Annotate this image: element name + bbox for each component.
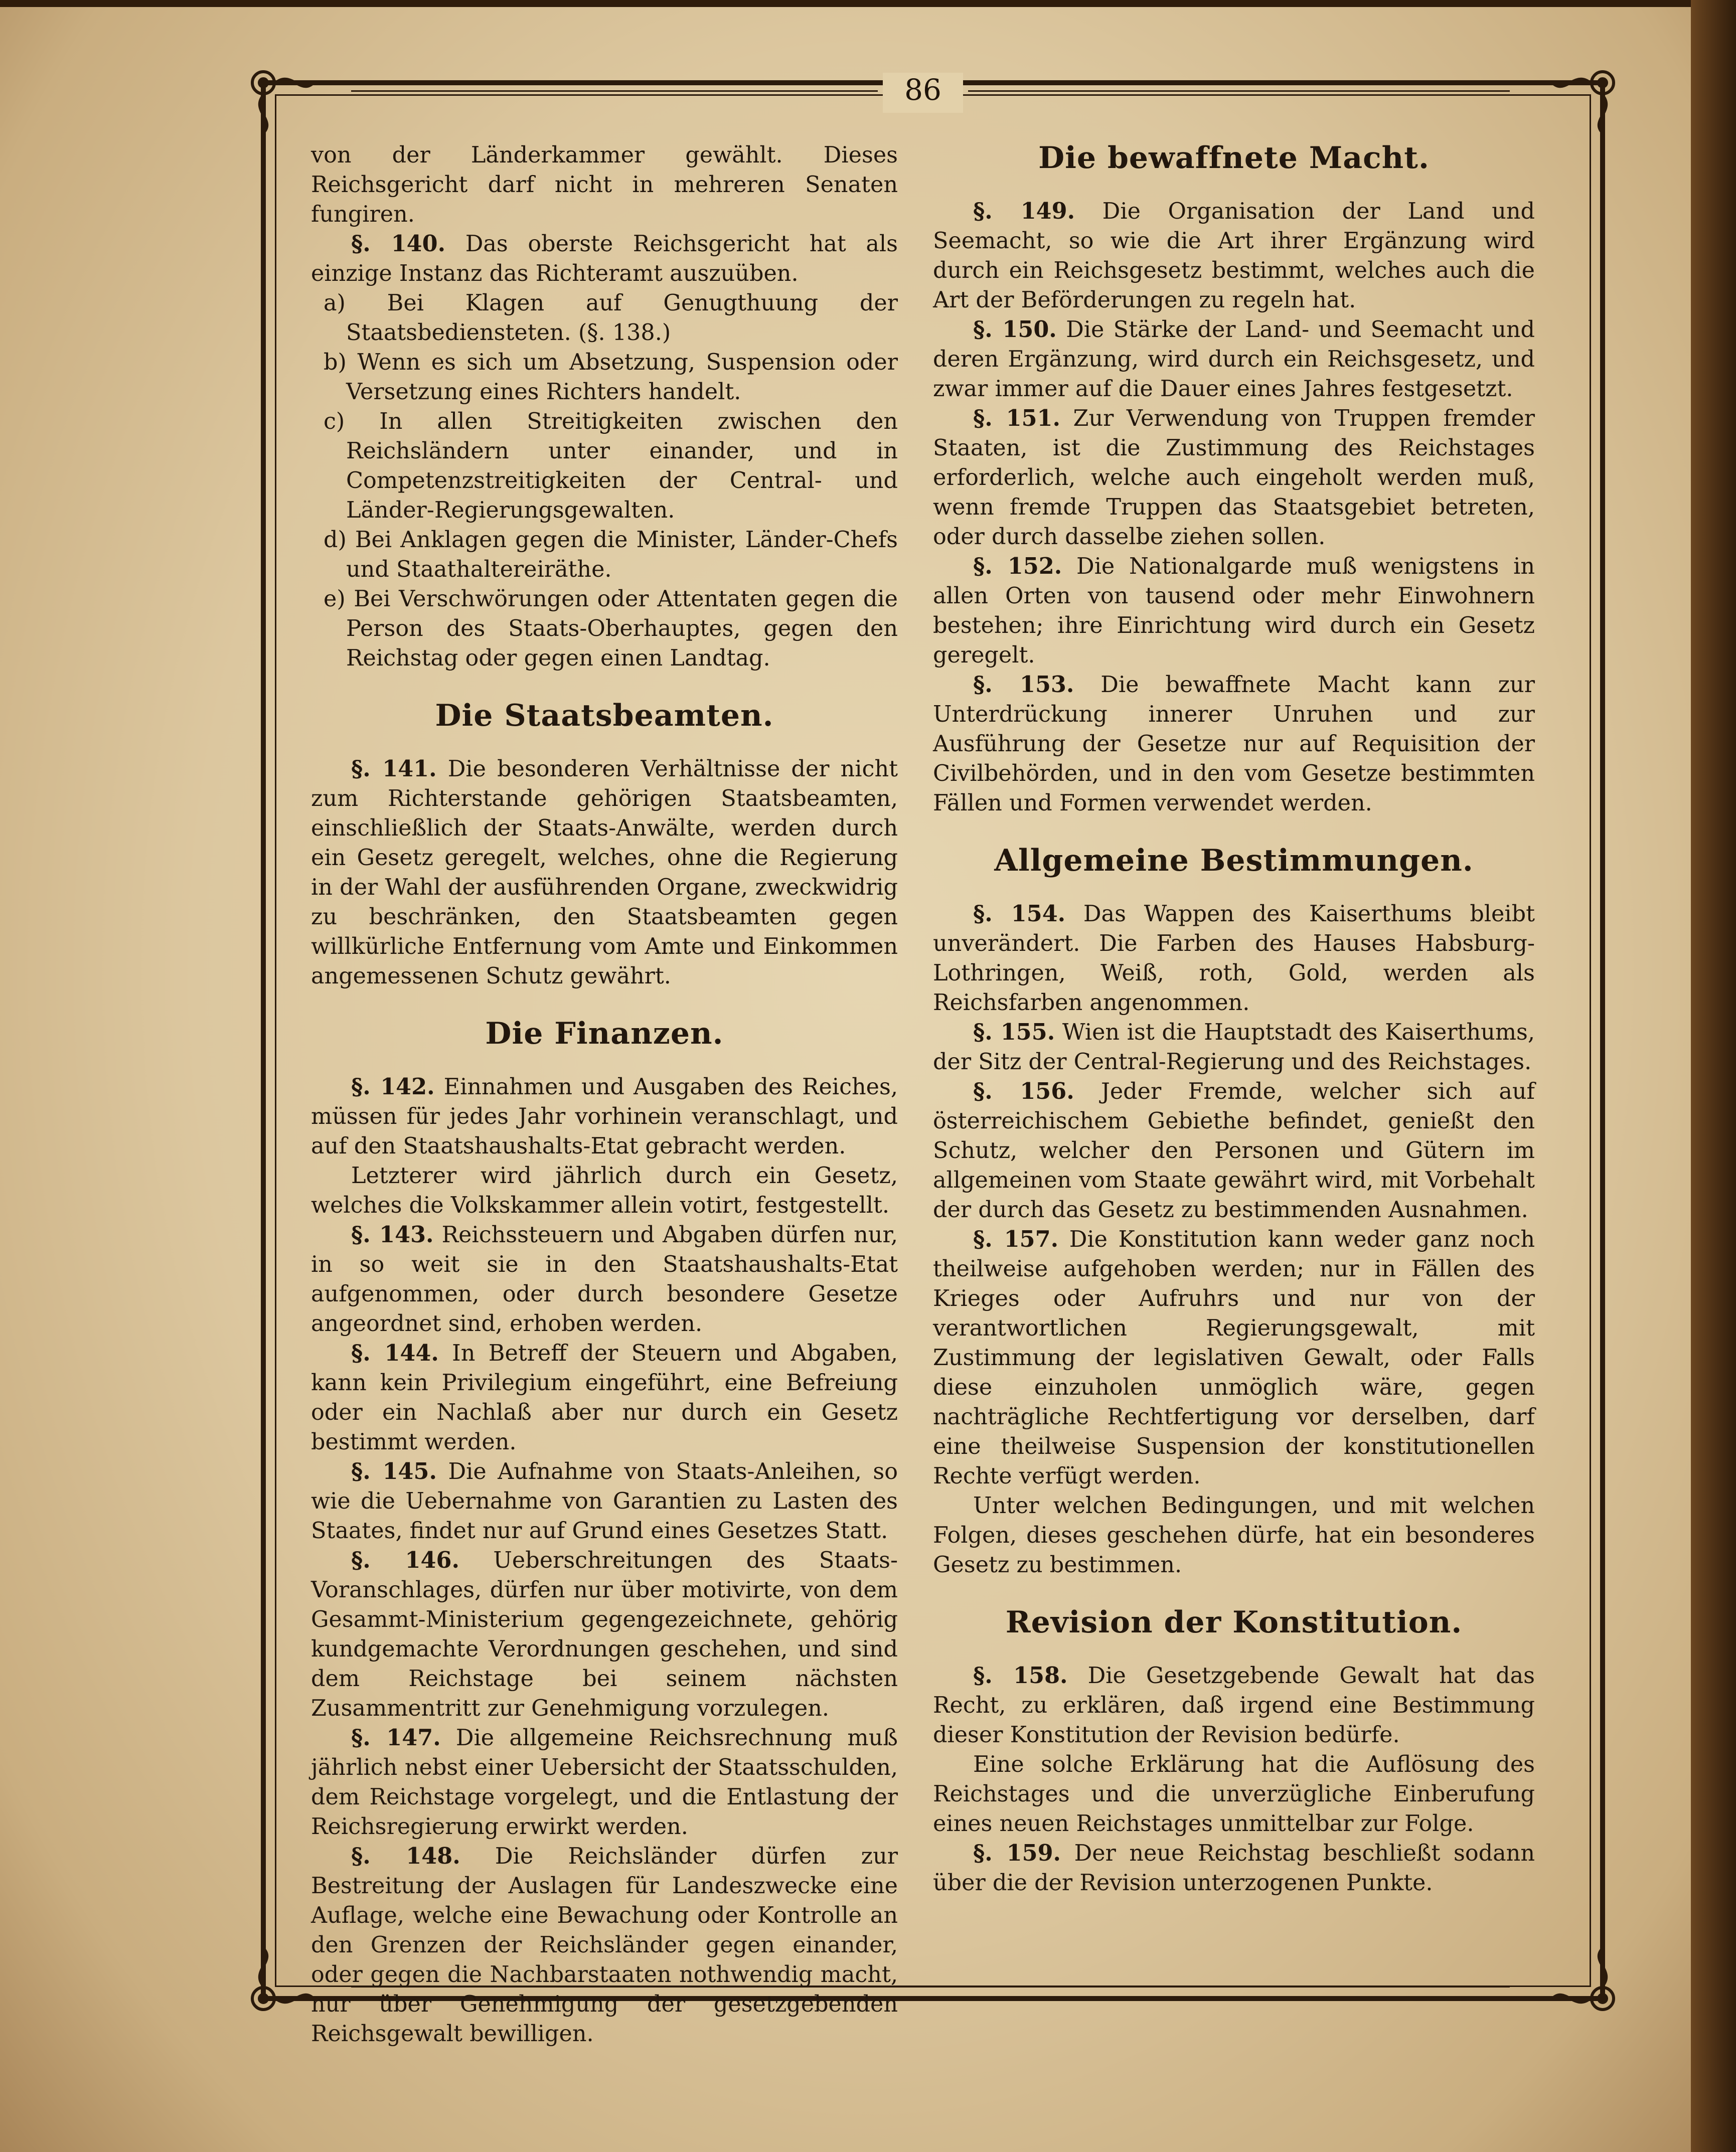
paragraph-text: Unter welchen Bedingungen, und mit welchen Folgen, dieses geschehen dürfe, hat ein besonderes Gesetz zu bestimmen. xyxy=(933,1493,1535,1578)
header-rule-right xyxy=(968,90,1510,92)
paragraph-text: Ueberschreitungen des Staats-Voranschlages, dürfen nur über motivirte, von dem Gesammt-Ministerium gegengezeichnete, gehörig kundgemachte Verordnungen geschehen, und sind dem Reichstage bei seinem nächsten Zusammentritt zur Genehmigung vorzulegen. xyxy=(311,1548,898,1721)
paragraph-text: Einnahmen und Ausgaben des Reiches, müssen für jedes Jahr vorhinein veranschlagt, und auf den Staatshaushalts-Etat gebracht werden. xyxy=(311,1074,898,1159)
paragraph xyxy=(933,1491,1535,1580)
paragraph xyxy=(311,1220,898,1339)
section-number: §. 158. xyxy=(973,1663,1068,1689)
section-heading: Revision der Konstitution. xyxy=(1005,1605,1463,1640)
paragraph-text: Das oberste Reichsgericht hat als einzige Instanz das Richteramt auszuüben. xyxy=(311,231,898,286)
section-number: §. 148. xyxy=(351,1843,460,1869)
paragraph-text: c) In allen Streitigkeiten zwischen den Reichsländern unter einander, und in Competenzstreitigkeiten der Central- und Länder-Regierungsgewalten. xyxy=(324,409,898,523)
paragraph-text: Reichssteuern und Abgaben dürfen nur, in so weit sie in den Staatshaushalts-Etat aufgenommen, oder durch besondere Gesetze angeordnet sind, erhoben werden. xyxy=(311,1222,898,1337)
paragraph-text: Die Gesetzgebende Gewalt hat das Recht, zu erklären, daß irgend eine Bestimmung dieser Konstitution der Revision bedürfe. xyxy=(933,1663,1535,1748)
paragraph-text: b) Wenn es sich um Absetzung, Suspension oder Versetzung eines Richters handelt. xyxy=(324,350,898,405)
paragraph xyxy=(311,1723,898,1842)
list-item xyxy=(311,348,898,407)
paragraph-text: In Betreff der Steuern und Abgaben, kann kein Privilegium eingeführt, eine Befreiung oder ein Nachlaß aber nur durch ein Gesetz bestimmt werden. xyxy=(311,1341,898,1455)
list-item xyxy=(311,525,898,584)
paragraph xyxy=(311,754,898,991)
section-number: §. 154. xyxy=(973,901,1066,927)
paragraph xyxy=(933,552,1535,670)
paragraph xyxy=(311,1457,898,1546)
section-heading: Die Staatsbeamten. xyxy=(435,698,774,733)
paragraph xyxy=(933,197,1535,315)
paragraph xyxy=(933,1661,1535,1750)
paragraph-text: Der neue Reichstag beschließt sodann über die der Revision unterzogenen Punkte. xyxy=(933,1841,1535,1896)
section-number: §. 151. xyxy=(973,405,1061,431)
section-number: §. 146. xyxy=(351,1547,459,1573)
corner-ornament-icon xyxy=(241,60,316,135)
section-number: §. 159. xyxy=(973,1840,1061,1866)
paragraph-text: Die Konstitution kann weder ganz noch theilweise aufgehoben werden; nur in Fällen des Krieges oder Aufruhrs und nur von der verantwortlichen Regierungsgewalt, mit Zustimmung der legislativen Gewalt, oder Falls diese einzuholen unmöglich wäre, gegen nachträgliche Rechtfertigung vor derselben, darf eine theilweise Suspension der konstitutionellen Rechte verfügt werden. xyxy=(933,1227,1535,1489)
paragraph xyxy=(933,670,1535,818)
paragraph xyxy=(933,899,1535,1018)
list-item xyxy=(311,584,898,673)
paragraph xyxy=(933,1839,1535,1898)
paragraph-text: Die Aufnahme von Staats-Anleihen, so wie die Uebernahme von Garantien zu Lasten des Staates, findet nur auf Grund eines Gesetzes Statt. xyxy=(311,1459,898,1544)
paragraph-text: Jeder Fremde, welcher sich auf österreichischem Gebiethe befindet, genießt den Schutz, welcher den Personen und Gütern im allgemeinen vom Staate gewährt wird, mit Vorbehalt der durch das Gesetz zu bestimmenden Ausnahmen. xyxy=(933,1079,1535,1223)
section-number: §. 152. xyxy=(973,553,1062,579)
corner-ornament-icon xyxy=(241,1946,316,2021)
paragraph xyxy=(933,1077,1535,1225)
paragraph-text: Die Stärke der Land- und Seemacht und deren Ergänzung, wird durch ein Reichsgesetz, und zwar immer auf die Dauer eines Jahres festgesetzt. xyxy=(933,317,1535,402)
paragraph xyxy=(311,1072,898,1161)
paragraph xyxy=(311,1546,898,1723)
paragraph xyxy=(311,1842,898,2049)
section-number: §. 141. xyxy=(351,756,437,782)
right-column xyxy=(933,140,1535,1898)
paragraph-text: Das Wappen des Kaiserthums bleibt unverändert. Die Farben des Hauses Habsburg-Lothringen, Weiß, roth, Gold, werden als Reichsfarben angenommen. xyxy=(933,901,1535,1016)
header-rule-left xyxy=(351,90,878,92)
section-number: §. 157. xyxy=(973,1226,1059,1252)
corner-ornament-icon xyxy=(1550,60,1625,135)
list-item xyxy=(311,288,898,348)
section-heading: Allgemeine Bestimmungen. xyxy=(994,843,1474,878)
paragraph xyxy=(311,1339,898,1457)
paragraph-text: Letzterer wird jährlich durch ein Gesetz, welches die Volkskammer allein votirt, festgestellt. xyxy=(311,1163,898,1218)
paragraph-text: e) Bei Verschwörungen oder Attentaten gegen die Person des Staats-Oberhauptes, gegen den Reichstag oder gegen einen Landtag. xyxy=(324,586,898,671)
section-number: §. 144. xyxy=(351,1340,439,1366)
paragraph-text: a) Bei Klagen auf Genugthuung der Staatsbediensteten. (§. 138.) xyxy=(324,290,898,346)
section-number: §. 149. xyxy=(973,198,1075,224)
book-gutter xyxy=(1691,0,1736,2152)
paragraph-text: Die allgemeine Reichsrechnung muß jährlich nebst einer Uebersicht der Staatsschulden, dem Reichstage vorgelegt, und die Entlastung der Reichsregierung erwirkt werden. xyxy=(311,1725,898,1840)
paragraph-text: d) Bei Anklagen gegen die Minister, Länder-Chefs und Staathaltereiräthe. xyxy=(324,527,898,582)
paragraph xyxy=(933,315,1535,404)
paragraph-text: von der Länderkammer gewählt. Dieses Reichsgericht darf nicht in mehreren Senaten fungiren. xyxy=(311,142,898,227)
left-column xyxy=(311,140,898,2049)
list-item xyxy=(311,407,898,525)
paragraph xyxy=(933,1018,1535,1077)
paragraph-text: Die Organisation der Land und Seemacht, so wie die Art ihrer Ergänzung wird durch ein Reichsgesetz bestimmt, welches auch die Art der Beförderungen zu regeln hat. xyxy=(933,199,1535,313)
section-number: §. 156. xyxy=(973,1078,1074,1104)
paragraph-text: Die bewaffnete Macht kann zur Unterdrückung innerer Unruhen und zur Ausführung der Gesetze nur auf Requisition der Civilbehörden, und in den vom Gesetze bestimmten Fällen und Formen verwendet werden. xyxy=(933,672,1535,816)
section-number: §. 143. xyxy=(351,1222,434,1248)
paragraph xyxy=(311,140,898,229)
paragraph-text: Eine solche Erklärung hat die Auflösung des Reichstages und die unverzügliche Einberufung eines neuen Reichstages unmittelbar zur Folge. xyxy=(933,1752,1535,1837)
paragraph xyxy=(933,404,1535,552)
section-number: §. 150. xyxy=(973,316,1057,343)
paragraph-text: Die Reichsländer dürfen zur Bestreitung der Auslagen für Landeszwecke eine Auflage, welche eine Bewachung oder Kontrolle an den Grenzen der Reichsländer gegen einander, oder gegen die Nachbarstaaten nothwendig macht, nur über Genehmigung der gesetzgebenden Reichsgewalt bewilligen. xyxy=(311,1844,898,2047)
section-heading: Die bewaffnete Macht. xyxy=(1038,140,1430,176)
paragraph xyxy=(933,1225,1535,1491)
paragraph-text: Die besonderen Verhältnisse der nicht zum Richterstande gehörigen Staatsbeamten, einschließlich der Staats-Anwälte, werden durch ein Gesetz geregelt, welches, ohne die Regierung in der Wahl der ausführenden Organe, zweckwidrig zu beschränken, den Staatsbeamten gegen willkürliche Entfernung vom Amte und Einkommen angemessenen Schutz gewährt. xyxy=(311,756,898,989)
paragraph-text: Wien ist die Hauptstadt des Kaiserthums, der Sitz der Central-Regierung und des Reichstages. xyxy=(933,1020,1535,1075)
section-number: §. 140. xyxy=(351,231,446,257)
paragraph xyxy=(311,1161,898,1220)
section-heading: Die Finanzen. xyxy=(485,1016,724,1051)
paragraph xyxy=(933,1750,1535,1839)
section-number: §. 147. xyxy=(351,1725,441,1751)
section-number: §. 142. xyxy=(351,1074,435,1100)
scan-edge-top xyxy=(0,0,1736,7)
section-number: §. 153. xyxy=(973,672,1074,698)
paragraph xyxy=(311,229,898,288)
paragraph-text: Zur Verwendung von Truppen fremder Staaten, ist die Zustimmung des Reichstages erforderlich, welche auch eingeholt werden muß, wenn fremde Truppen das Staatsgebiet betreten, oder durch dasselbe ziehen sollen. xyxy=(933,406,1535,550)
corner-ornament-icon xyxy=(1550,1946,1625,2021)
section-number: §. 155. xyxy=(973,1019,1055,1045)
paragraph-text: Die Nationalgarde muß wenigstens in allen Orten von tausend oder mehr Einwohnern bestehen; ihre Einrichtung wird durch ein Gesetz geregelt. xyxy=(933,554,1535,668)
page-number: 86 xyxy=(883,73,963,113)
section-number: §. 145. xyxy=(351,1458,437,1484)
